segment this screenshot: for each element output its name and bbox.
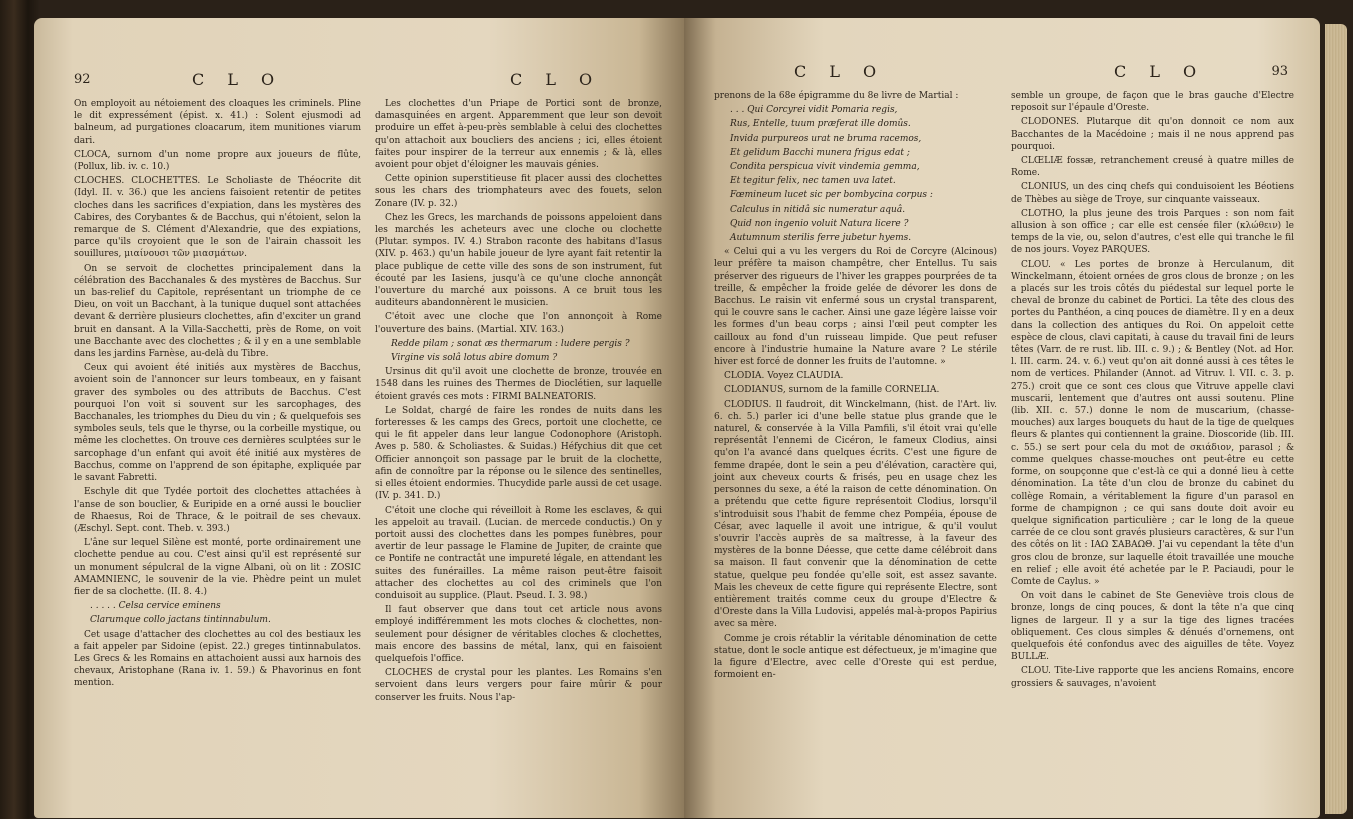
left-running-head [74, 70, 662, 94]
entry-clou-2: CLOU. Tite-Live rapporte que les anciens Romains, encore grossiers & sauvages, n'avoient [1011, 666, 1294, 689]
paragraph: Il faut observer que dans tout cet article nous avons employé indifféremment les mots cloches & clochettes, non-seulement pour désigner de véritables cloches & clochettes, mais encore des bassins de métal, lanx, qui en faisoient quelquefois l'office. [375, 605, 662, 664]
running-title-left-col1: C L O [192, 70, 284, 89]
verse-line: . . . Qui Corcyrei vidit Pomaria regis, [730, 105, 898, 116]
verse-line: . . . . . Celsa cervice eminens [90, 601, 221, 612]
right-column-2 [1011, 90, 1294, 692]
paragraph: Comme je crois rétablir la véritable dénomination de cette statue, dont le socle antique est défectueux, je m'imagine que la figure d'Electre, avec celle d'Oreste qui est perdue, formoient en- [714, 633, 997, 681]
verse-line: Calculus in nitidâ sic numeratur aquâ. [730, 204, 906, 215]
running-title-right-col2: C L O [1114, 62, 1206, 81]
entry-cloches: CLOCHES. CLOCHETTES. Le Scholiaste de Théocrite dit (Idyl. II. v. 36.) que les anciens faisoient retentir de petites cloches dans les sacrifices d'expiation, dans les mystères des Cabires, des Corybantes & de Bacchus, qui n'étoient, selon la remarque de S. Clément d'Alexandrie, que des expiations, parce qu'ils croyoient que le son de l'airain chassoit les souillures, μιαίνουσι τῶν μιασμάτων. [74, 176, 361, 260]
left-column-2 [375, 98, 662, 706]
page-number-left: 92 [74, 72, 91, 87]
running-title-right-col1: C L O [794, 62, 886, 81]
verse-line: Redde pilam ; sonat æs thermarum : ludere pergis ? [391, 338, 630, 349]
verse-line: Et gelidum Bacchi munera frigus edat ; [730, 147, 910, 158]
entry-clou: CLOU. « Les portes de bronze à Herculanum, dit Winckelmann, étoient ornées de gros clous de bronze ; on les a placés sur les trois côtés du piédestal sur lequel porte le cheval de bronze du cabinet de Portici. La tête des clous des portes du Panthéon, a cinq pouces de diamètre. Il y en a deux dans la collection des antiques du Roi. On appeloit cette espèce de clous, clavi capitati, à cause du travail fini de leurs têtes (Varr. de re rust. lib. III. c. 9.) ; & Bentley (Not. ad Hor. l. III. carm. 24. v. 6.) veut qu'on ait donné aussi à ces têtes le nom de vertices. Philander (Annot. ad Vitruv. l. VII. c. 3. p. 275.) croit que ce sont ces clous que Vitruve appelle clavi muscarii, lentement que d'autres ont aussi soutenu. Pline (lib. XII. c. 57.) donne le nom de muscarium, (chasse-mouches) aux larges bouquets du haut de la tige de quelques fleurs & plantes qui contiennent la graine. Dioscoride (lib. III. c. 55.) se sert pour cela du mot de σκιάδιον, parasol ; & comme quelques chasse-mouches ont peut-être eu cette forme, on soupçonne que c'est-là ce qui a donné lieu à cette dénomination. La tête d'un clou de bronze du cabinet du collège Romain, a véritablement la figure d'un parasol en forme de champignon ; ce qui sans doute doit avoir eu quelque signification particulière ; car le long de la queue carrée de ce clou sont gravés plusieurs caractères, & sur l'un des côtés on lit : IAΩ ΣABAΩΘ. J'ai vu cependant la tête d'un gros clou de bronze, sur laquelle étoit travaillée une mouche en relief ; elle avoit été achetée par le P. Paciaudi, pour le Comte de Caylus. » [1011, 259, 1294, 587]
paragraph: Cette opinion superstitieuse fit placer aussi des clochettes sous les chars des triomphateurs avec des fouets, selon Zonare (IV. p. 32.) [375, 174, 662, 209]
paragraph: Chez les Grecs, les marchands de poissons appeloient dans les marchés les acheteurs avec une cloche ou clochette (Plutar. sympos. IV. 4.) Strabon raconte des habitans d'Iasus (XIV. p. 463.) qu'un habile joueur de lyre ayant fait retentir la place publique de cette ville des sons de son instrument, fut écouté par les Iasiens, jusqu'à ce qu'une cloche annonçât l'ouverture du marché aux poissons. A ce bruit tous les auditeurs abandonnèrent le musicien. [375, 212, 662, 309]
paragraph: Les clochettes d'un Priape de Portici sont de bronze, damasquinées en argent. Apparemment que leur son devoit produire un effet à-peu-près semblable à celui des clochettes qu'on attachoit aux boucliers des anciens ; ici, elles étoient faites pour inspirer de la terreur aux ennemis ; & là, elles avoient pour objet d'éloigner les mauvais génies. [375, 99, 662, 171]
paragraph: C'étoit une cloche qui réveilloit à Rome les esclaves, & qui les appeloit au travail. (Lucian. de mercede conductis.) On y portoit aussi des clochettes dans les pompes funèbres, pour avertir de leur passage le Flamine de Jupiter, de crainte que ce Pontife ne contractât une impureté légale, en attendant les suites des funérailles. La même raison peut-être faisoit attacher des clochettes au col des criminels que l'on conduisoit au supplice. (Plaut. Pseud. I. 3. 98.) [375, 505, 662, 601]
entry-clonius: CLONIUS, un des cinq chefs qui conduisoient les Béotiens de Thèbes au siège de Troye, sur cinquante vaisseaux. [1011, 182, 1294, 205]
paragraph: Ceux qui avoient été initiés aux mystères de Bacchus, avoient soin de l'annoncer sur leurs tombeaux, en y faisant graver des symboles ou des attributs de Bacchus. C'est pourquoi l'on voit si souvent sur les sarcophages, des Bacchanales, les triomphes du Dieu du vin ; & quelquefois ses symboles seuls, tels que le thyrse, ou la corbeille mystique, ou même les clochettes. On trouve ces dernières sculptées sur le sarcophage d'un enfant qui avoit été initié aux mystères de Bacchus, comme on l'apprend de son épitaphe, expliquée par le savant Fabretti. [74, 363, 361, 484]
paragraph: Cet usage d'attacher des clochettes au col des bestiaux les a fait appeler par Sidoine (epist. 22.) greges tintinnabulatos. Les Grecs & les Romains en attachoient aussi aux harnois des chevaux, Aristophane (Rana iv. 1. 59.) & Phavorinus en font mention. [74, 629, 361, 689]
verse-line: Fœmineum lucet sic per bombycina corpus : [730, 190, 933, 201]
left-page [34, 18, 684, 818]
verse-line: Invida purpureos urat ne bruma racemos, [730, 133, 922, 144]
left-column-1 [74, 98, 361, 706]
entry-cloches-crystal: CLOCHES de crystal pour les plantes. Les Romains s'en servoient dans leurs vergers pour faire mûrir & pour conserver les fruits. Nous l'ap- [375, 668, 662, 703]
paragraph: « Celui qui a vu les vergers du Roi de Corcyre (Alcinous) leur préfère ta maison champêtre, cher Entellus. Tu sais préserver des rigueurs de l'hiver les grappes pourprées de ta treille, & empêcher la froide gelée de dévorer les dons de Bacchus. Le raisin vit enfermé sous un crystal transparent, qui le couvre sans le cacher. Ainsi une gaze légère laisse voir les formes d'un beau corps ; ainsi l'œil peut compter les cailloux au fond d'un ruisseau limpide. Que peut refuser encore à l'industrie humaine la Nature avare ? Le stérile hiver est forcé de donner les fruits de l'automne. » [714, 247, 997, 368]
paragraph: On voit dans le cabinet de Ste Geneviève trois clous de bronze, longs de cinq pouces, & dont la tête n'a que cinq lignes de largeur. Il y a sur la tige des lignes tracées obliquement. Ces clous simples & dénués d'ornemens, ont quelquefois été confondus avec des aiguilles de tête. Voyez BULLÆ. [1011, 591, 1294, 663]
verse-line: Rus, Entelle, tuum præferat ille domûs. [730, 119, 911, 130]
right-running-head [714, 62, 1294, 86]
verse-line: Clarumque collo jactans tintinnabulum. [90, 615, 271, 626]
right-column-1 [714, 90, 997, 692]
paragraph: L'âne sur lequel Silène est monté, porte ordinairement une clochette pendue au cou. C'est ainsi qu'il est représenté sur un monument sépulcral de la vigne Albani, où on lit : ZOSIC AMAMNIENC, le souvenir de la vie. Phèdre peint un mulet fier de sa clochette. (II. 8. 4.) [74, 538, 361, 597]
verse-line: Autumnum sterilis ferre jubetur hyems. [730, 233, 912, 244]
entry-cloca: CLOCA, surnom d'un nome propre aux joueurs de flûte, (Pollux, lib. iv. c. 10.) [74, 149, 361, 173]
paragraph: semble un groupe, de façon que le bras gauche d'Electre reposoit sur l'épaule d'Oreste. [1011, 91, 1294, 114]
right-page [684, 18, 1320, 818]
paragraph: On employoit au nétoiement des cloaques les criminels. Pline le dit expressément (épist. x. 41.) : Solent ejusmodi ad balneum, ad purgationes cloacarum, item munitiones viarum dari. [74, 99, 361, 146]
paragraph: Eschyle dit que Tydée portoit des clochettes attachées à l'anse de son bouclier, & Euripide en a orné aussi le bouclier de Rhaesus, Roi de Thrace, & le poitrail de ses chevaux. (Æschyl. Sept. cont. Theb. v. 393.) [74, 487, 361, 534]
running-title-left-col2: C L O [510, 70, 602, 89]
paragraph: On se servoit de clochettes principalement dans la célébration des Bacchanales & des mystères de Bacchus. Sur un bas-relief du Capitole, représentant un triomphe de ce Dieu, on voit un Bacchant, à la tunique duquel sont attachées devant & derrière plusieurs clochettes, afin d'exciter un grand bruit en dansant. A la Villa-Sacchetti, près de Rome, on voit une Bacchante avec des clochettes ; & il y en a une semblable dans les jardins Farnèse, au-delà du Tibre. [74, 263, 361, 360]
paragraph: Ursinus dit qu'il avoit une clochette de bronze, trouvée en 1548 dans les ruines des Thermes de Dioclétien, sur laquelle étoient gravés ces mots : FIRMI BALNEATORIS. [375, 367, 662, 402]
entry-clodones: CLODONES. Plutarque dit qu'on donnoit ce nom aux Bacchantes de la Macédoine ; mais il ne nous apprend pas pourquoi. [1011, 117, 1294, 152]
verse-line: Quid non ingenio voluit Natura licere ? [730, 218, 909, 229]
page-edges [1325, 24, 1347, 814]
verse-line: Condita perspicua vivit vindemia gemma, [730, 162, 920, 173]
entry-cloeliae: CLŒLIÆ fossæ, retranchement creusé à quatre milles de Rome. [1011, 156, 1294, 179]
paragraph: prenons de la 68e épigramme du 8e livre de Martial : [714, 91, 959, 101]
entry-clodianus: CLODIANUS, surnom de la famille CORNELIA. [724, 385, 940, 396]
paragraph: C'étoit avec une cloche que l'on annonçoit à Rome l'ouverture des bains. (Martial. XIV. 163.) [375, 312, 662, 335]
entry-clodius: CLODIUS. Il faudroit, dit Winckelmann, (hist. de l'Art. liv. 6. ch. 5.) parler ici d'une belle statue plus grande que le naturel, & conservée à la Villa Pamfili, s'il étoit vrai qu'elle représentât l'ennemi de Cicéron, le fameux Clodius, ainsi qu'on l'a avancé dans quelques écrits. C'est une figure de femme drapée, dont le sein a peu d'élévation, caractère qui, joint aux cheveux courts & frisés, peu en usage chez les personnes du sexe, a été la raison de cette dénomination. On a prétendu que cette figure représentoit Clodius, lorsqu'il s'introduisit sous l'habit de femme chez Pompéia, épouse de César, avec laquelle il avoit une intrigue, & qu'il voulut s'ouvrir l'accès auprès de sa maîtresse, à la faveur des mystères de la bonne Déesse, que cette dame célébroit dans sa maison. Il faut convenir que la dénomination de cette statue, quelque peu fondée qu'elle soit, est assez savante. Mais les cheveux de cette figure qui représente Electre, sont entièrement traités comme ceux du groupe d'Electre & d'Oreste dans la Villa Ludovisi, appelés mal-à-propos Papirius avec sa mère. [714, 399, 997, 630]
page-number-right: 93 [1271, 64, 1288, 79]
verse-line: Virgine vis solâ lotus abire domum ? [391, 353, 558, 364]
entry-clotho: CLOTHO, la plus jeune des trois Parques : son nom fait allusion à son office ; car elle est censée filer (κλώθειν) le temps de la vie, ou, selon d'autres, c'est elle qui tranche le fil de nos jours. Voyez PARQUES. [1011, 208, 1294, 256]
verse-line: Et tegitur felix, nec tamen uva latet. [730, 176, 896, 187]
entry-clodia: CLODIA. Voyez CLAUDIA. [724, 371, 844, 382]
paragraph: Le Soldat, chargé de faire les rondes de nuits dans les forteresses & les camps des Grecs, portoit une clochette, ce qui le fit appeler dans leur langue Codonophore (Aristoph. Aves p. 580. & Scholiastes. & Suidas.) Héfychius dit que cet Officier annonçoit son passage par le bruit de la clochette, afin de connoître par la réponse ou le silence des sentinelles, si elles étoient endormies. Thucydide parle aussi de cet usage. (IV. p. 341. D.) [375, 405, 662, 502]
